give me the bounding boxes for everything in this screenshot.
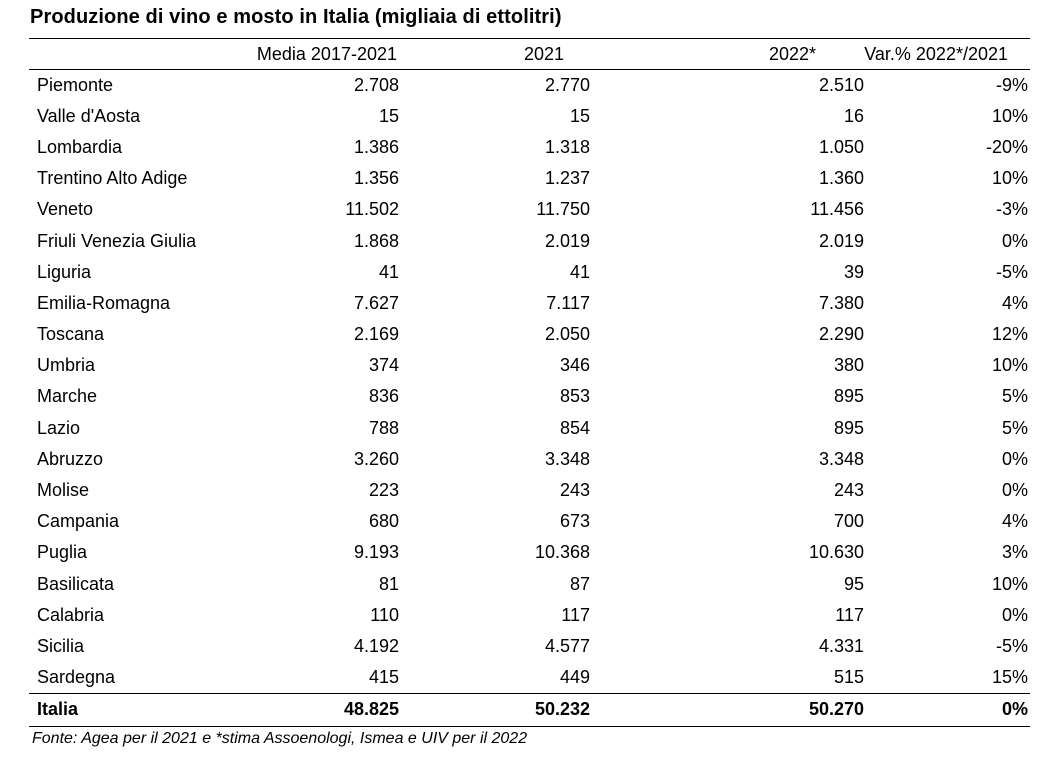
cell-media: 7.627 <box>353 292 399 313</box>
table-row <box>29 163 1030 194</box>
cell-2022: 380 <box>833 355 864 376</box>
table-row <box>29 350 1030 381</box>
cell-media: 4.192 <box>353 635 399 656</box>
cell-2022: 700 <box>833 511 864 532</box>
table-row <box>29 631 1030 662</box>
cell-2022: 7.380 <box>818 292 864 313</box>
total-media: 48.825 <box>237 693 399 726</box>
table-row <box>29 70 1030 101</box>
cell-media: 836 <box>368 386 399 407</box>
cell-variation: 5% <box>1001 386 1028 407</box>
cell-variation: 10% <box>991 573 1028 594</box>
cell-2022: 3.348 <box>818 448 864 469</box>
cell-region: Marche <box>37 386 98 407</box>
cell-2021: 2.019 <box>544 230 590 251</box>
cell-2022: 895 <box>833 386 864 407</box>
cell-2021: 87 <box>569 573 590 594</box>
cell-media: 1.386 <box>353 136 399 157</box>
cell-region: Puglia <box>37 542 88 563</box>
table-row <box>29 101 1030 132</box>
cell-2022: 895 <box>833 417 864 438</box>
cell-2022: 95 <box>843 573 864 594</box>
cell-region: Veneto <box>37 199 94 220</box>
cell-media: 1.868 <box>353 230 399 251</box>
cell-variation: 0% <box>1001 480 1028 501</box>
cell-2021: 673 <box>559 511 590 532</box>
table-row <box>29 475 1030 506</box>
header-region <box>29 39 237 70</box>
cell-variation: 5% <box>1001 417 1028 438</box>
cell-2021: 117 <box>561 604 590 625</box>
cell-media: 3.260 <box>353 448 399 469</box>
cell-variation: 10% <box>991 105 1028 126</box>
cell-variation: 0% <box>1001 604 1028 625</box>
cell-variation: -9% <box>995 74 1028 95</box>
cell-region: Emilia-Romagna <box>37 292 171 313</box>
cell-2021: 2.050 <box>544 324 590 345</box>
cell-region: Sicilia <box>37 635 85 656</box>
cell-2021: 1.318 <box>544 136 590 157</box>
cell-variation: 10% <box>991 168 1028 189</box>
table-row <box>29 569 1030 600</box>
cell-2021: 41 <box>569 261 590 282</box>
table-row <box>29 257 1030 288</box>
cell-media: 2.169 <box>353 324 399 345</box>
cell-variation: -3% <box>995 199 1028 220</box>
cell-region: Friuli Venezia Giulia <box>37 230 197 251</box>
cell-2022: 16 <box>843 105 864 126</box>
cell-region: Lazio <box>37 417 81 438</box>
header-row <box>29 39 1030 70</box>
cell-region: Trentino Alto Adige <box>37 168 188 189</box>
cell-variation: -20% <box>985 136 1028 157</box>
table-row <box>29 288 1030 319</box>
cell-variation: 3% <box>1001 542 1028 563</box>
table-row <box>29 194 1030 225</box>
cell-variation: 15% <box>991 666 1028 687</box>
cell-2022: 1.360 <box>818 168 864 189</box>
cell-2022: 2.019 <box>818 230 864 251</box>
cell-region: Umbria <box>37 355 96 376</box>
cell-2021: 3.348 <box>544 448 590 469</box>
table-row <box>29 381 1030 412</box>
cell-2021: 853 <box>559 386 590 407</box>
total-variation: 0% <box>864 693 1030 726</box>
table-row <box>29 132 1030 163</box>
cell-media: 81 <box>378 573 399 594</box>
cell-2021: 449 <box>559 666 590 687</box>
cell-variation: 10% <box>991 355 1028 376</box>
cell-region: Liguria <box>37 261 92 282</box>
cell-2021: 346 <box>559 355 590 376</box>
cell-region: Toscana <box>37 324 105 345</box>
cell-region: Valle d'Aosta <box>37 105 141 126</box>
table-row <box>29 662 1030 693</box>
cell-2022: 117 <box>835 604 864 625</box>
header-2022: 2022* <box>590 39 864 70</box>
cell-region: Piemonte <box>37 74 114 95</box>
total-region: Italia <box>29 693 237 726</box>
table-row <box>29 600 1030 631</box>
cell-region: Molise <box>37 480 90 501</box>
cell-2021: 854 <box>559 417 590 438</box>
cell-2022: 1.050 <box>818 136 864 157</box>
cell-variation: 0% <box>1001 448 1028 469</box>
total-2021: 50.232 <box>399 693 590 726</box>
cell-2021: 4.577 <box>544 635 590 656</box>
total-row <box>29 693 1030 726</box>
table-title: Produzione di vino e mosto in Italia (migliaia di ettolitri) <box>30 6 562 28</box>
cell-media: 11.502 <box>345 199 399 220</box>
cell-2021: 1.237 <box>544 168 590 189</box>
cell-2021: 7.117 <box>546 292 590 313</box>
cell-2022: 39 <box>843 261 864 282</box>
table-row <box>29 225 1030 256</box>
table-row <box>29 506 1030 537</box>
cell-media: 9.193 <box>353 542 399 563</box>
cell-2022: 4.331 <box>818 635 864 656</box>
cell-media: 223 <box>368 480 399 501</box>
cell-variation: 4% <box>1001 511 1028 532</box>
total-2022: 50.270 <box>590 693 864 726</box>
cell-2022: 2.510 <box>818 74 864 95</box>
cell-2021: 10.368 <box>534 542 590 563</box>
cell-media: 41 <box>378 261 399 282</box>
table-row <box>29 537 1030 568</box>
cell-media: 110 <box>370 604 399 625</box>
cell-2021: 2.770 <box>544 74 590 95</box>
cell-2021: 15 <box>569 105 590 126</box>
cell-media: 1.356 <box>353 168 399 189</box>
table-row <box>29 444 1030 475</box>
cell-variation: -5% <box>995 635 1028 656</box>
wine-production-table <box>29 38 1030 727</box>
cell-media: 2.708 <box>353 74 399 95</box>
cell-2021: 243 <box>559 480 590 501</box>
cell-2022: 10.630 <box>808 542 864 563</box>
source-note: Fonte: Agea per il 2021 e *stima Assoenologi, Ismea e UIV per il 2022 <box>32 730 528 747</box>
cell-variation: 12% <box>991 324 1028 345</box>
cell-region: Campania <box>37 511 120 532</box>
cell-region: Sardegna <box>37 666 116 687</box>
cell-media: 15 <box>378 105 399 126</box>
cell-2022: 2.290 <box>818 324 864 345</box>
header-variation: Var.% 2022*/2021 <box>864 39 1030 70</box>
cell-media: 415 <box>368 666 399 687</box>
cell-variation: 4% <box>1001 292 1028 313</box>
cell-region: Abruzzo <box>37 448 104 469</box>
cell-media: 374 <box>368 355 399 376</box>
table-row <box>29 319 1030 350</box>
cell-2022: 11.456 <box>810 199 864 220</box>
cell-variation: 0% <box>1001 230 1028 251</box>
cell-variation: -5% <box>995 261 1028 282</box>
cell-2022: 243 <box>833 480 864 501</box>
header-media: Media 2017-2021 <box>237 39 399 70</box>
header-2021: 2021 <box>399 39 590 70</box>
cell-region: Basilicata <box>37 573 115 594</box>
cell-region: Lombardia <box>37 136 123 157</box>
table-body <box>29 70 1030 694</box>
table-row <box>29 413 1030 444</box>
cell-media: 680 <box>368 511 399 532</box>
cell-region: Calabria <box>37 604 105 625</box>
cell-2022: 515 <box>833 666 864 687</box>
cell-media: 788 <box>368 417 399 438</box>
cell-2021: 11.750 <box>536 199 590 220</box>
